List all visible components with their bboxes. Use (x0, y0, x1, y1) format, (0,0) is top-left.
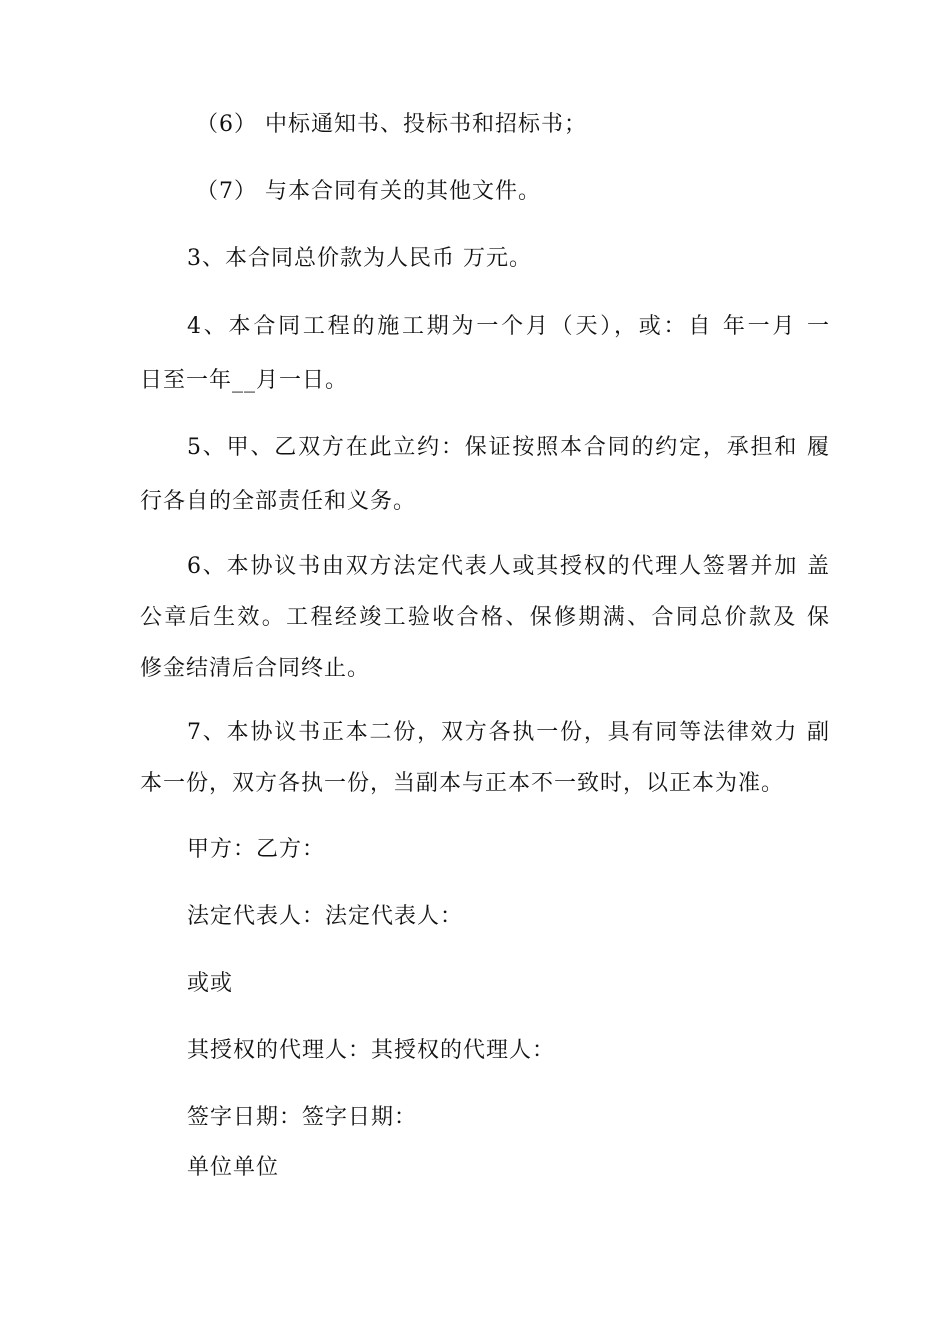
clause-6-line-1: 6、本协议书由双方法定代表人或其授权的代理人签署并加 盖 (187, 554, 830, 579)
clause-6-line-3: 修金结清后合同终止。 (140, 656, 371, 681)
unit-line: 单位单位 (187, 1155, 280, 1180)
clause-5-line-1: 5、甲、乙双方在此立约：保证按照本合同的约定，承担和 履 (187, 435, 830, 460)
clause-7-line-1: 7、本协议书正本二份，双方各执一份，具有同等法律效力 副 (187, 720, 830, 745)
legal-representative-line: 法定代表人：法定代表人： (187, 904, 464, 929)
clause-4-line-2: 日至一年__月一日。 (140, 368, 349, 393)
item-7-text: （7） 与本合同有关的其他文件。 (196, 179, 541, 204)
clause-4-line-1: 4、本合同工程的施工期为一个月（天），或：自 年一月 一 (187, 314, 830, 339)
authorized-agent-line: 其授权的代理人：其授权的代理人： (187, 1038, 556, 1063)
clause-7-line-2: 本一份，双方各执一份，当副本与正本不一致时，以正本为准。 (140, 771, 785, 796)
clause-6-line-2: 公章后生效。工程经竣工验收合格、保修期满、合同总价款及 保 (140, 605, 830, 630)
party-label-line: 甲方：乙方： (187, 837, 326, 862)
or-line: 或或 (187, 971, 234, 996)
clause-3-text: 3、本合同总价款为人民币 万元。 (187, 246, 532, 271)
signing-date-line: 签字日期：签字日期： (187, 1105, 418, 1130)
clause-5-line-2: 行各自的全部责任和义务。 (140, 489, 417, 514)
item-6-text: （6） 中标通知书、投标书和招标书； (196, 112, 587, 137)
